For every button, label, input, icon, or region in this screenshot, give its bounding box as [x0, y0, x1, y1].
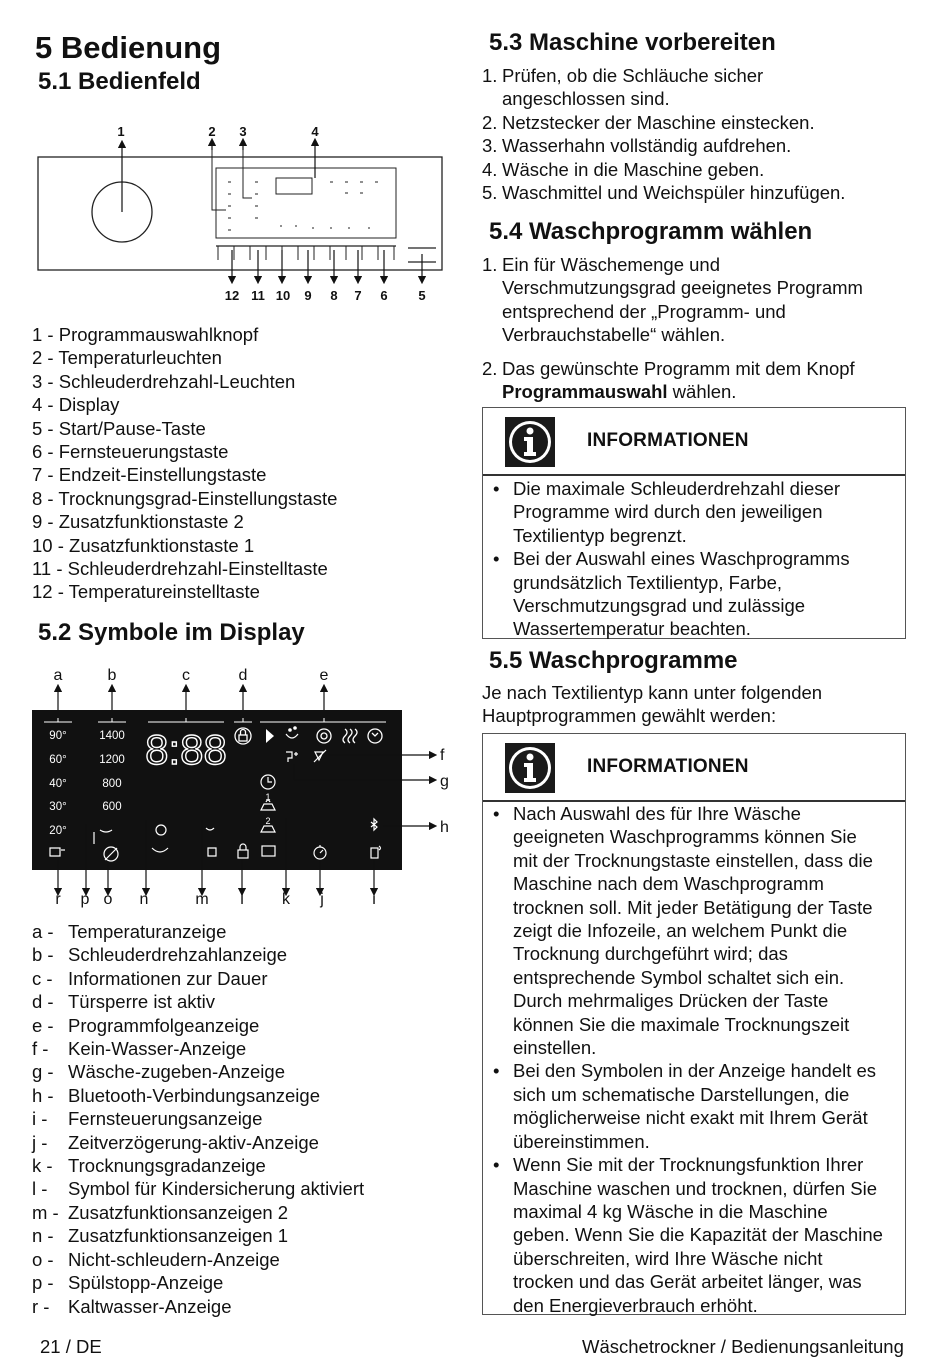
list-item: g - Wäsche-zugeben-Anzeige	[32, 1061, 285, 1083]
list-item: 5 - Start/Pause-Taste	[32, 417, 206, 439]
list-item: j - Zeitverzögerung-aktiv-Anzeige	[32, 1131, 319, 1153]
list-item: 10 - Zusatzfunktionstaste 1	[32, 534, 255, 556]
callout-n: n	[139, 891, 149, 908]
temp-20: 20°	[49, 825, 67, 837]
list-item: 1. Prüfen, ob die Schläuche sicher angeschlossen sind.	[482, 65, 764, 110]
callout-j: j	[320, 891, 324, 908]
subsection-title-5-1: 5.1 Bedienfeld	[38, 68, 201, 95]
callout-h: h	[440, 819, 449, 836]
callout-8: 8	[330, 288, 338, 303]
list-item: b - Schleuderdrehzahlanzeige	[32, 944, 288, 966]
speed-800: 800	[102, 778, 122, 790]
list-item: 1. Ein für Wäschemenge und Verschmutzungsgrad geeignetes Programm entsprechend der „Programm- und Verbrauchstabelle“ wählen.	[482, 254, 863, 346]
info-icon	[505, 417, 555, 467]
list-item: o - Nicht-schleudern-Anzeige	[32, 1248, 280, 1270]
subsection-title-5-2: 5.2 Symbole im Display	[38, 619, 305, 646]
display-symbols-diagram	[28, 660, 458, 910]
list-item: 1 - Programmauswahlknopf	[32, 324, 259, 345]
callout-l: l	[240, 891, 244, 908]
callout-10: 10	[275, 288, 291, 303]
section-title: 5 Bedienung	[35, 30, 222, 65]
programs-intro: Je nach Textilientyp kann unter folgenden Hauptprogrammen gewählt werden:	[482, 682, 823, 727]
list-item: h - Bluetooth-Verbindungsanzeige	[32, 1084, 320, 1106]
list-item: 2. Netzstecker der Maschine einstecken.	[482, 111, 815, 133]
info-box-1	[482, 407, 906, 639]
callout-c: c	[182, 667, 190, 684]
list-item: n - Zusatzfunktionsanzeigen 1	[32, 1225, 289, 1247]
list-item: f - Kein-Wasser-Anzeige	[32, 1038, 247, 1060]
callout-2: 2	[208, 124, 216, 139]
callout-7: 7	[354, 288, 362, 303]
list-item: p - Spülstopp-Anzeige	[32, 1272, 224, 1294]
prepare-steps	[482, 64, 882, 204]
callout-6: 6	[380, 288, 388, 303]
list-item: 11 - Schleuderdrehzahl-Einstelltaste	[32, 558, 328, 580]
list-item: 8 - Trocknungsgrad-Einstellungstaste	[32, 487, 338, 509]
list-item: 5. Waschmittel und Weichspüler hinzufügen.	[482, 182, 846, 204]
subsection-title-5-4: 5.4 Waschprogramm wählen	[489, 218, 813, 245]
callout-g: g	[440, 773, 449, 790]
callout-12: 12	[224, 288, 240, 303]
list-item: 3. Wasserhahn vollständig aufdrehen.	[482, 135, 792, 157]
callout-b: b	[107, 667, 117, 684]
list-item: 3 - Schleuderdrehzahl-Leuchten	[32, 370, 296, 392]
dry-level-2: 2	[265, 816, 271, 826]
temp-60: 60°	[49, 754, 67, 766]
info-bullets	[483, 802, 883, 1317]
time-digits: 8:88	[145, 726, 227, 773]
list-item: 9 - Zusatzfunktionstaste 2	[32, 511, 244, 533]
list-item: • Wenn Sie mit der Trocknungsfunktion Ihrer Maschine waschen und trocknen, dürfen Sie maximal 4 kg Wäsche in die Maschine geben. Wenn Sie die Kapazität der Maschine überschreiten, wird Ihre Wäsche nicht trocken und das Gerät arbeitet länger, was den Energieverbrauch erhöht.	[483, 1153, 883, 1317]
list-item: • Bei der Auswahl eines Waschprogramms grundsätzlich Textilientyp, Farbe, Verschmutzungsgrad und zulässige Wassertemperatur beachten.	[483, 547, 883, 641]
callout-9: 9	[304, 288, 312, 303]
list-item: i - Fernsteuerungsanzeige	[32, 1108, 263, 1130]
callout-3: 3	[239, 124, 247, 139]
list-item: k - Trocknungsgradanzeige	[32, 1155, 266, 1177]
callout-11: 11	[251, 288, 265, 303]
callout-4: 4	[311, 124, 319, 139]
list-item: m - Zusatzfunktionsanzeigen 2	[32, 1201, 289, 1223]
callout-a: a	[53, 667, 63, 684]
list-item: d - Türsperre ist aktiv	[32, 991, 216, 1013]
list-item: l - Symbol für Kindersicherung aktiviert	[32, 1178, 365, 1200]
list-item: r - Kaltwasser-Anzeige	[32, 1295, 232, 1317]
list-item: 7 - Endzeit-Einstellungstaste	[32, 464, 267, 486]
list-item: 2. Das gewünschte Programm mit dem Knopf Programmauswahl wählen.	[482, 357, 855, 403]
dry-level-1: 1	[265, 792, 271, 802]
list-item: a - Temperaturanzeige	[32, 921, 227, 942]
panel-legend-list	[32, 323, 337, 604]
info-bullets	[483, 477, 883, 641]
list-item: 6 - Fernsteuerungstaste	[32, 441, 229, 463]
document-title: Wäschetrockner / Bedienungsanleitung	[582, 1336, 904, 1357]
callout-p: p	[80, 891, 90, 908]
subsection-title-5-3: 5.3 Maschine vorbereiten	[489, 29, 776, 56]
list-item: 4. Wäsche in die Maschine geben.	[482, 158, 765, 180]
display-legend-list	[32, 920, 364, 1318]
callout-5: 5	[418, 288, 426, 303]
speed-600: 600	[102, 801, 122, 813]
info-title: INFORMATIONEN	[587, 430, 749, 451]
callout-o: o	[103, 891, 113, 908]
temp-90: 90°	[49, 730, 67, 742]
info-box-2	[482, 733, 906, 1315]
list-item: 2 - Temperaturleuchten	[32, 347, 222, 369]
list-item: 4 - Display	[32, 394, 120, 416]
list-item: c - Informationen zur Dauer	[32, 967, 268, 989]
callout-i: i	[372, 891, 376, 908]
callout-d: d	[238, 667, 248, 684]
subsection-title-5-5: 5.5 Waschprogramme	[489, 647, 738, 674]
callout-m: m	[195, 891, 209, 908]
speed-1200: 1200	[99, 754, 125, 766]
select-program-steps	[482, 253, 882, 403]
callout-e: e	[319, 667, 329, 684]
callout-r: r	[55, 891, 61, 908]
callout-1: 1	[117, 124, 125, 139]
temp-40: 40°	[49, 778, 67, 790]
list-item: • Die maximale Schleuderdrehzahl dieser Programme wird durch den jeweiligen Textilientyp begrenzt.	[483, 477, 883, 547]
list-item: 12 - Temperatureinstelltaste	[32, 581, 260, 603]
info-title: INFORMATIONEN	[587, 756, 749, 777]
page-number: 21 / DE	[40, 1336, 102, 1357]
control-panel-diagram	[30, 120, 450, 310]
list-item: e - Programmfolgeanzeige	[32, 1014, 260, 1036]
speed-1400: 1400	[99, 730, 125, 742]
callout-f: f	[440, 747, 445, 764]
list-item: • Bei den Symbolen in der Anzeige handelt es sich um schematische Darstellungen, die möglicherweise nicht exakt mit Ihrem Gerät übereinstimmen.	[483, 1059, 883, 1153]
callout-k: k	[282, 891, 290, 908]
list-item: • Nach Auswahl des für Ihre Wäsche geeigneten Waschprogramms können Sie mit der Trocknungstaste einstellen, dass die Maschine nach dem Waschprogramm trocknen soll. Mit jeder Betätigung der Taste zeigt die Infozeile, an welchem Punkt die Trocknung durchgeführt wird; das entsprechende Symbol schaltet sich ein. Durch mehrmaliges Drücken der Taste können Sie die maximale Trocknungszeit einstellen.	[483, 802, 883, 1059]
info-icon	[505, 743, 555, 793]
temp-30: 30°	[49, 801, 67, 813]
